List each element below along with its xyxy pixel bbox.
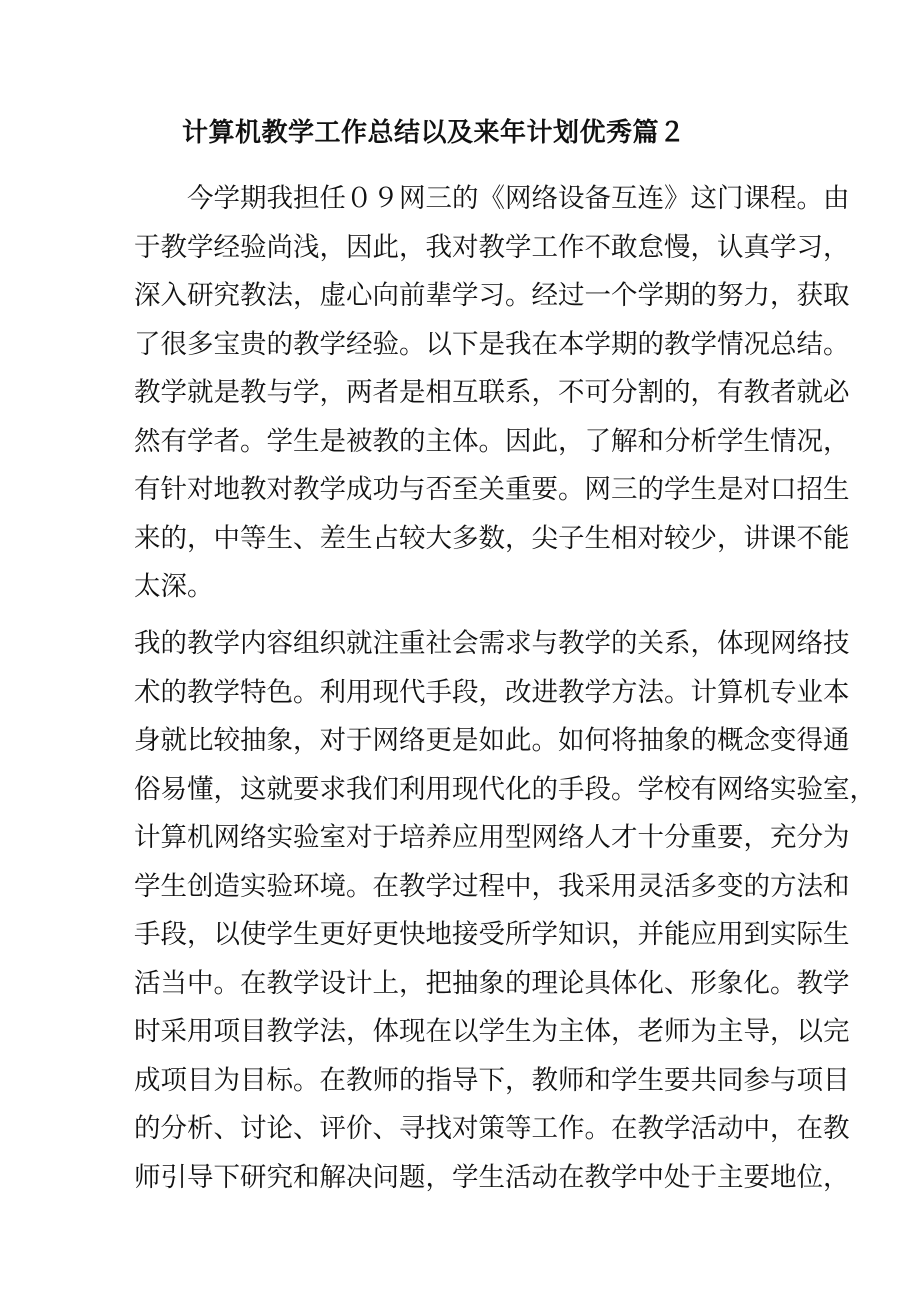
text-line: 深入研究教法，虚心向前辈学习。经过一个学期的努力，获取 bbox=[134, 280, 850, 311]
text-line: 的分析、讨论、评价、寻找对策等工作。在教学活动中，在教 bbox=[134, 1113, 850, 1144]
text-line: 师引导下研究和解决问题，学生活动在教学中处于主要地位， bbox=[134, 1161, 850, 1193]
text-line: 手段，以使学生更好更快地接受所学知识，并能应用到实际生 bbox=[134, 919, 850, 950]
text-line: 太深。 bbox=[134, 571, 214, 602]
text-line: 我的教学内容组织就注重社会需求与教学的关系，体现网络技 bbox=[134, 628, 850, 659]
text-line: 活当中。在教学设计上，把抽象的理论具体化、形象化。教学 bbox=[134, 967, 850, 999]
text-line: 计算机网络实验室对于培养应用型网络人才十分重要，充分为 bbox=[134, 822, 850, 853]
document-title: 计算机教学工作总结以及来年计划优秀篇２ bbox=[182, 118, 686, 148]
text-line: 今学期我担任０９网三的《网络设备互连》这门课程。由 bbox=[187, 183, 850, 214]
text-line: 身就比较抽象，对于网络更是如此。如何将抽象的概念变得通 bbox=[134, 725, 850, 756]
text-line: 了很多宝贵的教学经验。以下是我在本学期的教学情况总结。 bbox=[134, 328, 850, 360]
text-line: 来的，中等生、差生占较大多数，尖子生相对较少，讲课不能 bbox=[134, 522, 850, 554]
text-line: 时采用项目教学法，体现在以学生为主体，老师为主导，以完 bbox=[134, 1016, 850, 1047]
paragraph-teaching-content bbox=[134, 620, 876, 1202]
text-line: 成项目为目标。在教师的指导下，教师和学生要共同参与项目 bbox=[134, 1064, 850, 1096]
text-line: 教学就是教与学，两者是相互联系，不可分割的，有教者就必 bbox=[134, 377, 850, 408]
paragraph-intro bbox=[134, 175, 850, 612]
text-line: 学生创造实验环境。在教学过程中，我采用灵活多变的方法和 bbox=[134, 870, 850, 902]
text-line: 于教学经验尚浅，因此，我对教学工作不敢怠慢，认真学习， bbox=[134, 231, 850, 263]
text-line: 然有学者。学生是被教的主体。因此，了解和分析学生情况， bbox=[134, 425, 850, 457]
text-line: 俗易懂，这就要求我们利用现代化的手段。学校有网络实验室， bbox=[134, 773, 876, 805]
text-line: 术的教学特色。利用现代手段，改进教学方法。计算机专业本 bbox=[134, 676, 850, 708]
text-line: 有针对地教对教学成功与否至关重要。网三的学生是对口招生 bbox=[134, 474, 850, 505]
